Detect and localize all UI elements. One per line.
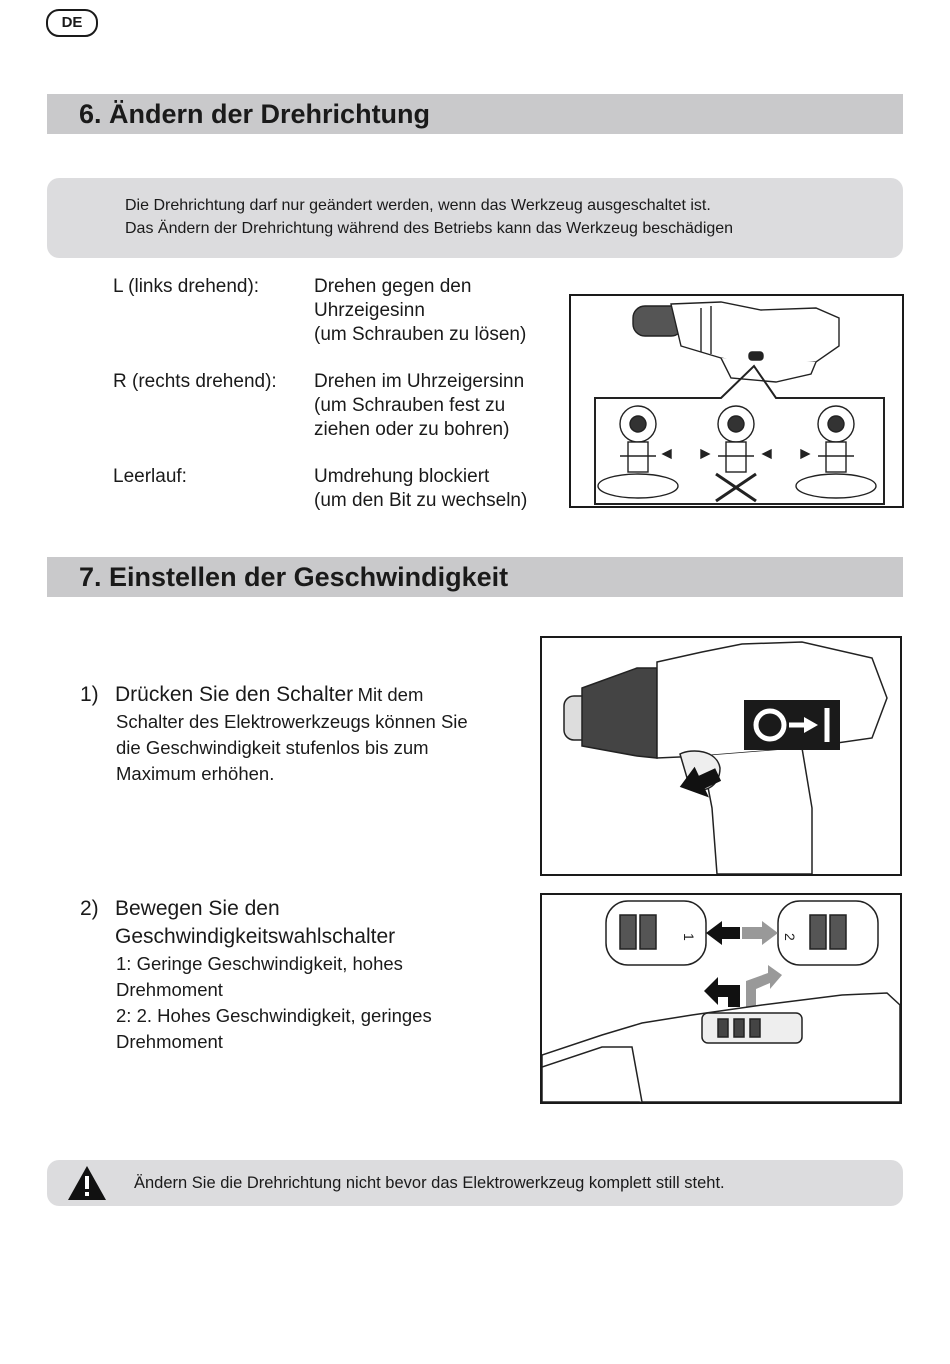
- language-badge: DE: [46, 9, 98, 37]
- warning-text: Ändern Sie die Drehrichtung nicht bevor das Elektrowerkzeug komplett still steht.: [134, 1174, 725, 1192]
- step-2-text: 1: Geringe Geschwindigkeit, hohes Drehmoment 2: 2. Hohes Geschwindigkeit, geringes Drehmoment: [116, 953, 432, 1052]
- direction-label-idle: Leerlauf:: [113, 466, 187, 487]
- note-line-2: Das Ändern der Drehrichtung während des Betriebs kann das Werkzeug beschädigen: [125, 220, 734, 237]
- arrow-left-dark-icon: [706, 921, 740, 945]
- section-6-title: 6. Ändern der Drehrichtung: [79, 99, 431, 129]
- section-7-header: [47, 557, 903, 597]
- gear-label-1: 1: [681, 933, 697, 941]
- arrow-curved-gray-icon: [746, 965, 782, 1007]
- direction-desc-left: Drehen gegen den Uhrzeigesinn (um Schrauben zu lösen): [314, 276, 527, 345]
- step-1-text-first: Mit dem: [357, 684, 424, 705]
- arrow-curved-dark-icon: [704, 977, 740, 1007]
- warning-triangle-icon: [67, 1165, 107, 1201]
- step-1-number: 1): [80, 683, 99, 706]
- direction-desc-idle: Umdrehung blockiert (um den Bit zu wechseln): [314, 466, 528, 511]
- switch-position-middle-icon: [701, 406, 771, 501]
- section-7-title: 7. Einstellen der Geschwindigkeit: [79, 562, 509, 592]
- step-1-title: Drücken Sie den Schalter: [115, 683, 354, 706]
- drill-side-view-icon: [564, 642, 887, 874]
- switch-position-right-icon: [796, 406, 876, 498]
- warning-box: [47, 1160, 903, 1206]
- drill-rear-view-icon: [542, 993, 900, 1102]
- arrow-right-gray-icon: [742, 921, 778, 945]
- note-line-1: Die Drehrichtung darf nur geändert werden, wenn das Werkzeug ausgeschaltet ist.: [125, 197, 711, 214]
- direction-label-right: R (rechts drehend):: [113, 371, 277, 392]
- step-2-number: 2): [80, 897, 99, 920]
- gear-label-2: 2: [782, 933, 798, 941]
- step-1-heading: [115, 681, 423, 709]
- direction-switch-illustration: [569, 294, 904, 508]
- step-2-title-line-1: Bewegen Sie den: [115, 897, 280, 920]
- direction-note-box: [47, 178, 903, 258]
- direction-desc-right: Drehen im Uhrzeigersinn (um Schrauben fest zu ziehen oder zu bohren): [314, 371, 525, 440]
- gear-selector-illustration: [540, 893, 902, 1104]
- step-1-text: Schalter des Elektrowerkzeugs können Sie die Geschwindigkeit stufenlos bis zum Maximum erhöhen.: [116, 711, 468, 784]
- switch-position-left-icon: [598, 406, 678, 498]
- section-6-header: [47, 94, 903, 134]
- direction-label-left: L (links drehend):: [113, 276, 260, 297]
- trigger-illustration: [540, 636, 902, 876]
- drill-top-view-icon: [633, 302, 839, 382]
- step-2-title-line-2: Geschwindigkeitswahlschalter: [115, 925, 396, 948]
